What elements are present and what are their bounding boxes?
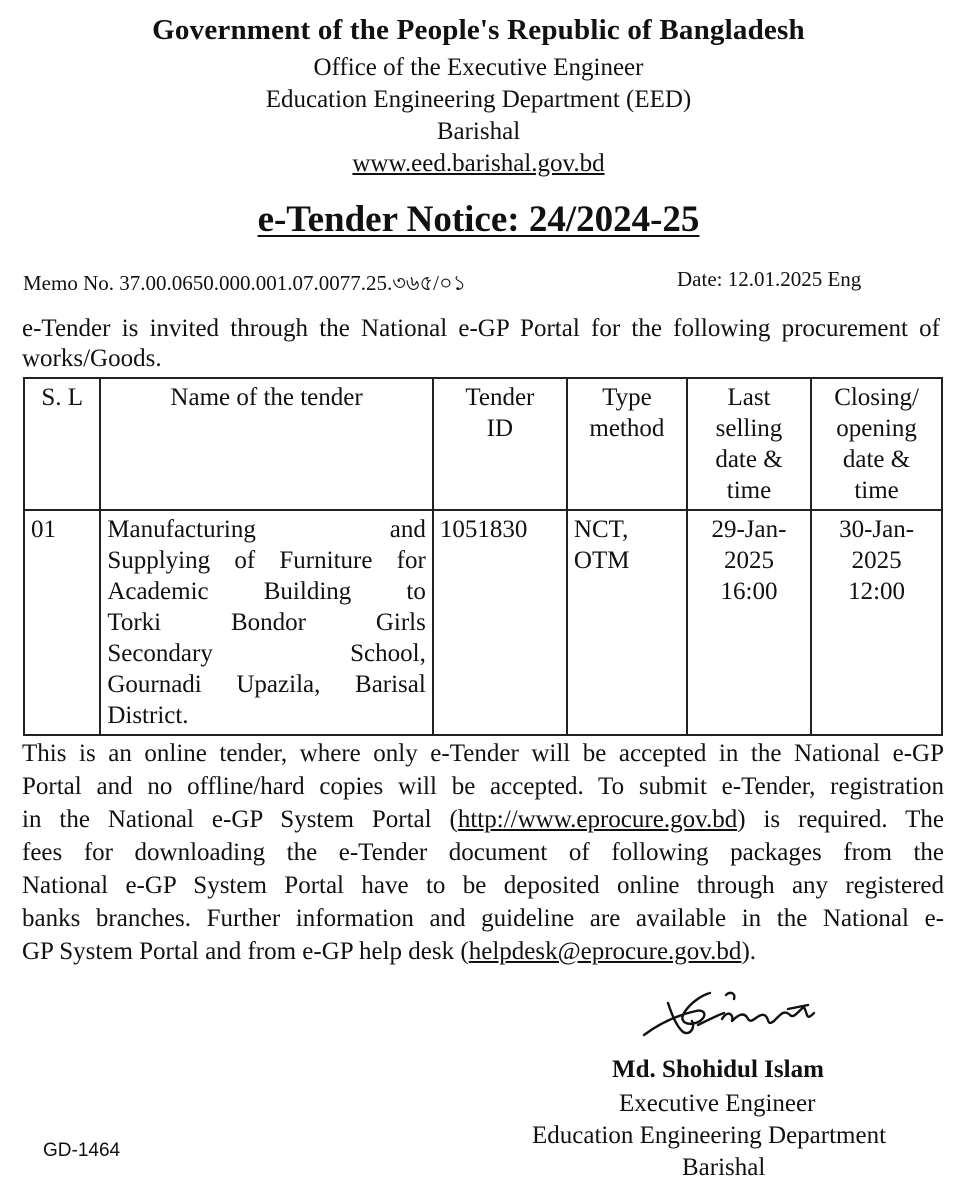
- memo-number: Memo No. 37.00.0650.000.001.07.0077.25.৩৬৫/০১: [23, 271, 467, 295]
- website-link[interactable]: www.eed.barishal.gov.bd: [352, 150, 605, 177]
- cell-type-method: NCT, OTM: [567, 510, 687, 735]
- signatory-name: Md. Shohidul Islam: [612, 1056, 824, 1083]
- notice-date: Date: 12.01.2025 Eng: [677, 267, 862, 291]
- cell-closing-opening: 30-Jan- 2025 12:00: [811, 510, 942, 735]
- helpdesk-email-link[interactable]: helpdesk@eprocure.gov.bd: [468, 938, 742, 965]
- cell-last-selling: 29-Jan- 2025 16:00: [687, 510, 811, 735]
- body-line: National e-GP System Portal have to be deposited online through any registered: [22, 872, 944, 899]
- body-line: This is an online tender, where only e-Tender will be accepted in the National e-GP: [22, 740, 944, 767]
- notice-title-text: e-Tender Notice: 24/2024-25: [257, 199, 700, 240]
- header-last-selling: Last selling date & time: [687, 378, 811, 510]
- government-heading: Government of the People's Republic of Bangladesh: [152, 14, 805, 46]
- body-line: fees for downloading the e-Tender document of following packages from the: [22, 839, 944, 866]
- header-sl: S. L: [24, 378, 100, 510]
- eprocure-link[interactable]: http://www.eprocure.gov.bd: [457, 806, 738, 833]
- header-name: Name of the tender: [100, 378, 433, 510]
- table-header-row: [24, 378, 942, 510]
- cell-sl: 01: [24, 510, 100, 735]
- instructions-paragraph: [22, 737, 944, 968]
- website-line: [0, 150, 957, 178]
- cell-tender-id: 1051830: [433, 510, 567, 735]
- signature-scribble: [638, 985, 828, 1045]
- notice-title: [0, 198, 957, 241]
- header-tender-id: Tender ID: [433, 378, 567, 510]
- body-line: banks branches. Further information and guideline are available in the National e-: [22, 905, 944, 932]
- office-line: Office of the Executive Engineer: [313, 54, 644, 81]
- ad-code: GD-1464: [43, 1140, 121, 1161]
- city-line: Barishal: [436, 118, 521, 145]
- body-line: Portal and no offline/hard copies will be accepted. To submit e-Tender, registration: [22, 773, 944, 800]
- tender-table: [23, 377, 943, 736]
- header-closing-opening: Closing/ opening date & time: [811, 378, 942, 510]
- signatory-title: Executive Engineer: [619, 1090, 816, 1117]
- header-type-method: Type method: [567, 378, 687, 510]
- signatory-city: Barishal: [682, 1154, 766, 1181]
- body-line: GP System Portal and from e-GP help desk (helpdesk@eprocure.gov.bd).: [22, 938, 757, 965]
- department-line: Education Engineering Department (EED): [265, 86, 692, 113]
- intro-paragraph: e-Tender is invited through the National e-GP Portal for the following procurement of works/Goods.: [22, 315, 940, 372]
- cell-tender-name: Manufacturing and Supplying of Furniture for Academic Building to Torki Bondor Girls Secondary School, Gournadi Upazila, Barisal District.: [100, 510, 433, 735]
- table-row: [24, 510, 942, 735]
- body-line: in the National e-GP System Portal (http://www.eprocure.gov.bd) is required. The: [22, 806, 944, 833]
- signatory-department: Education Engineering Department: [532, 1122, 887, 1149]
